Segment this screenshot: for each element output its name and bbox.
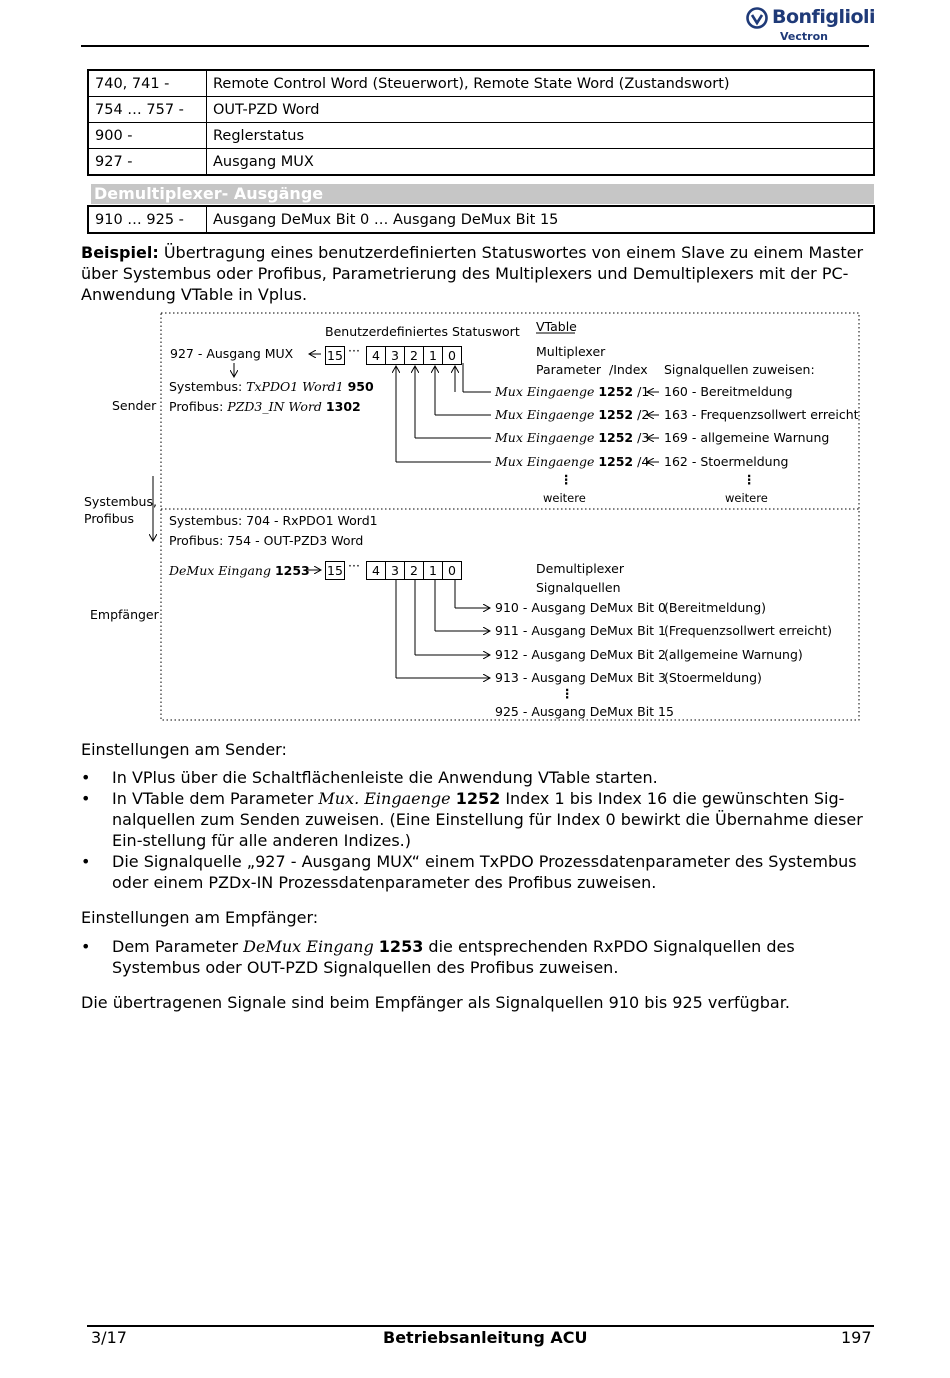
bit-box: 4 <box>366 346 386 365</box>
mux-row: Mux Eingaenge 1252 /4 <box>495 454 650 469</box>
example-paragraph <box>81 242 871 305</box>
more-label: weitere <box>543 491 586 505</box>
more-label: weitere <box>725 491 768 505</box>
brand-name: Bonfiglioli <box>772 6 876 28</box>
more-dots: ⋮ <box>743 472 756 487</box>
sender-label: Sender <box>112 398 157 413</box>
status-word-title: Benutzerdefiniertes Statuswort <box>325 324 520 339</box>
demux-note: (Stoermeldung) <box>664 670 762 685</box>
receiver-settings-list <box>81 936 871 978</box>
bit-box: 15 <box>325 561 345 580</box>
footer-title: Betriebsanleitung ACU <box>383 1328 588 1347</box>
table-cell: Reglerstatus <box>207 123 875 149</box>
bit-box: 0 <box>442 561 462 580</box>
list-item: • Die Signalquelle „927 - Ausgang MUX“ einem TxPDO Prozessdatenparameter des Systembus oder einem PZDx-IN Prozessdatenparameter des Profibus zuweisen. <box>81 851 871 893</box>
mux-source: 169 - allgemeine Warnung <box>664 430 830 445</box>
section-heading: Demultiplexer- Ausgänge <box>91 184 874 204</box>
example-text: Übertragung eines benutzerdefinierten Statuswortes von einem Slave zu einem Master über Systembus oder Profibus, Parametrierung des Multiplexers und Demultiplexers mit der PC-Anwendung VTable in Vplus. <box>81 243 864 304</box>
more-dots: ⋮ <box>560 472 573 487</box>
demux-input-label: DeMux Eingang 1253 <box>169 563 310 578</box>
table-row <box>88 123 874 149</box>
bit-box: 0 <box>442 346 462 365</box>
mux-source: 162 - Stoermeldung <box>664 454 789 469</box>
bit-box: 4 <box>366 561 386 580</box>
bit-box: 2 <box>404 346 424 365</box>
multiplexer-label: Multiplexer <box>536 344 606 359</box>
sender-settings-heading: Einstellungen am Sender: <box>81 740 287 759</box>
table-cell: Ausgang DeMux Bit 0 … Ausgang DeMux Bit 15 <box>207 206 875 233</box>
footer-section: 3/17 <box>91 1328 127 1347</box>
example-label: Beispiel: <box>81 243 159 262</box>
brand-sub: Vectron <box>780 30 828 43</box>
mux-output-label: 927 - Ausgang MUX <box>170 346 294 361</box>
signalquellen-label: Signalquellen <box>536 580 621 595</box>
mux-row: Mux Eingaenge 1252 /3 <box>495 430 650 445</box>
table-cell: OUT-PZD Word <box>207 97 875 123</box>
list-item: • Dem Parameter DeMux Eingang 1253 die entsprechenden RxPDO Signalquellen des Systembus oder OUT-PZD Signalquellen des Profibus zuweisen. <box>81 936 871 978</box>
table-row <box>88 97 874 123</box>
bonfiglioli-logo-icon <box>746 7 768 29</box>
more-dots: ⋮ <box>561 686 574 701</box>
bit-ellipsis: ··· <box>348 343 360 358</box>
bit-box: 3 <box>385 561 405 580</box>
demultiplexer-label: Demultiplexer <box>536 561 624 576</box>
demux-table <box>87 205 875 234</box>
footer-rule <box>87 1325 874 1327</box>
parameter-table <box>87 69 875 176</box>
demux-output: 910 - Ausgang DeMux Bit 0 <box>495 600 666 615</box>
table-row <box>88 206 874 233</box>
demux-note: (allgemeine Warnung) <box>664 647 803 662</box>
table-cell: 910 … 925 - <box>88 206 207 233</box>
bit-box: 1 <box>423 561 443 580</box>
mux-source: 163 - Frequenzsollwert erreicht <box>664 407 859 422</box>
param-index-label: Parameter /Index <box>536 362 648 377</box>
table-cell: Remote Control Word (Steuerwort), Remote State Word (Zustandswort) <box>207 70 875 97</box>
demux-output: 913 - Ausgang DeMux Bit 3 <box>495 670 666 685</box>
table-row <box>88 149 874 176</box>
systembus-tx-label: Systembus: TxPDO1 Word1 950 <box>169 379 374 394</box>
bus-label: Systembus, Profibus <box>84 494 157 526</box>
bit-box: 2 <box>404 561 424 580</box>
bit-box: 15 <box>325 346 345 365</box>
table-row <box>88 70 874 97</box>
systembus-rx-label: Systembus: 704 - RxPDO1 Word1 <box>169 513 378 528</box>
mux-source: 160 - Bereitmeldung <box>664 384 793 399</box>
profibus-rx-label: Profibus: 754 - OUT-PZD3 Word <box>169 533 364 548</box>
bit-ellipsis: ··· <box>348 558 360 573</box>
vtable-label: VTable <box>536 319 577 334</box>
list-item: • In VTable dem Parameter Mux. Eingaenge 1252 Index 1 bis Index 16 die gewünschten Sig-nalquellen zum Senden zuweisen. (Eine Einstellung für Index 0 bewirkt die Übernahme dieser Ein-stellung für alle anderen Indizes.) <box>81 788 871 851</box>
mux-row: Mux Eingaenge 1252 /1 <box>495 384 650 399</box>
table-cell: 900 - <box>88 123 207 149</box>
sender-settings-list <box>81 767 871 893</box>
table-cell: 740, 741 - <box>88 70 207 97</box>
table-cell: 927 - <box>88 149 207 176</box>
mux-row: Mux Eingaenge 1252 /2 <box>495 407 650 422</box>
demux-output: 911 - Ausgang DeMux Bit 1 <box>495 623 666 638</box>
demux-output: 912 - Ausgang DeMux Bit 2 <box>495 647 666 662</box>
receiver-settings-heading: Einstellungen am Empfänger: <box>81 908 319 927</box>
profibus-tx-label: Profibus: PZD3_IN Word 1302 <box>169 399 361 414</box>
header-rule <box>81 45 869 47</box>
demux-note: (Frequenzsollwert erreicht) <box>664 623 832 638</box>
table-cell: Ausgang MUX <box>207 149 875 176</box>
signal-assign-label: Signalquellen zuweisen: <box>664 362 815 377</box>
receiver-label: Empfänger <box>90 607 159 622</box>
bit-box: 1 <box>423 346 443 365</box>
table-cell: 754 … 757 - <box>88 97 207 123</box>
final-paragraph: Die übertragenen Signale sind beim Empfänger als Signalquellen 910 bis 925 verfügbar. <box>81 993 790 1012</box>
list-item: • In VPlus über die Schaltflächenleiste die Anwendung VTable starten. <box>81 767 871 788</box>
demux-output-last: 925 - Ausgang DeMux Bit 15 <box>495 704 674 719</box>
page-number: 197 <box>841 1328 872 1347</box>
bit-box: 3 <box>385 346 405 365</box>
demux-note: (Bereitmeldung) <box>664 600 767 615</box>
